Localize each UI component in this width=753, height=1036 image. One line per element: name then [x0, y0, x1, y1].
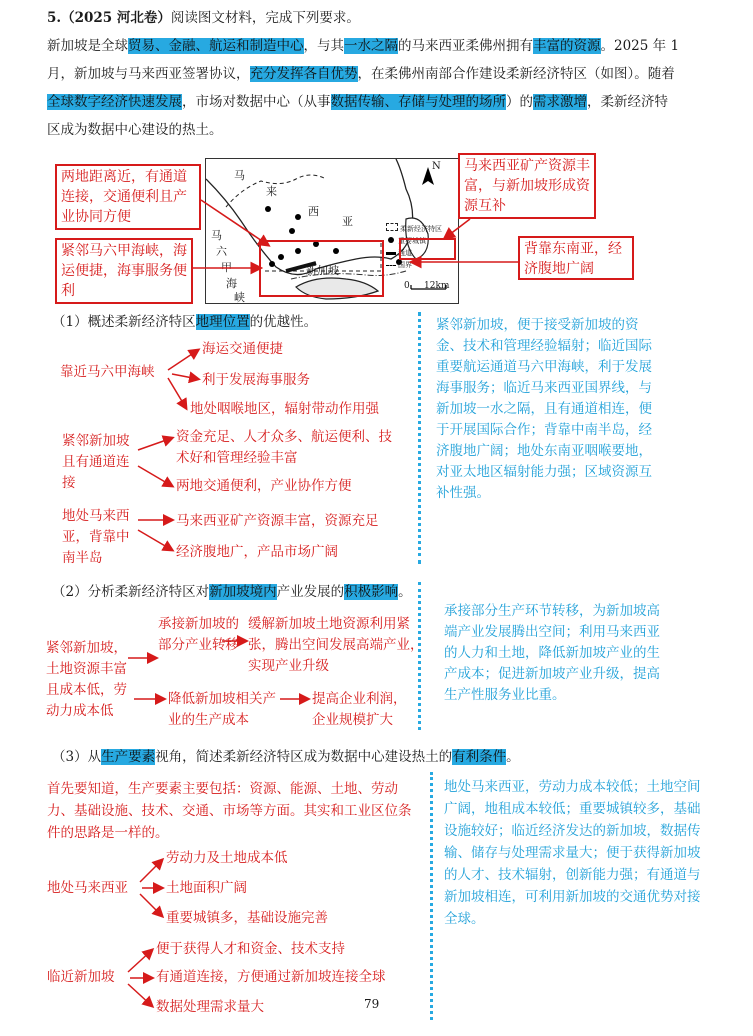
- scale-zero: 0: [404, 281, 410, 291]
- q1-root-malaysia: 地处马来西亚，背靠中南半岛: [62, 508, 130, 566]
- passage-text: 新加坡是全球: [47, 38, 128, 54]
- question-number: 5.: [47, 10, 62, 26]
- highlight: 丰富的资源: [533, 38, 601, 54]
- legend-zone: 柔新经济特区: [386, 223, 458, 235]
- scale-length: 12km: [424, 281, 450, 291]
- passage-line-4: 区成为数据中心建设的热土。: [47, 122, 223, 138]
- q1-item: 经济腹地广，产品市场广阔: [176, 544, 338, 560]
- q1-root-singapore: 紧邻新加坡且有通道连接: [62, 433, 130, 491]
- q3-stem: （3）从生产要素视角，简述柔新经济特区成为数据中心建设热土的有利条件。: [52, 749, 520, 765]
- callout-distance: 两地距离近，有通道连接，交通便利且产业协同方便: [55, 164, 201, 230]
- q1-item: 马来西亚矿产资源丰富，资源充足: [176, 513, 379, 529]
- map-label: 来: [266, 185, 277, 198]
- q1-stem: （1）概述柔新经济特区地理位置的优越性。: [52, 314, 318, 330]
- q3-item: 劳动力及土地成本低: [166, 850, 288, 866]
- q3-root-malaysia: 地处马来西亚: [47, 880, 128, 896]
- page-number: 79: [364, 997, 380, 1011]
- q2-branch-cost: 降低新加坡相关产业的生产成本: [168, 691, 276, 728]
- highlight: 全球数字经济快速发展: [47, 94, 182, 110]
- q2-branch-cost-outcome: 提高企业利润，企业规模扩大: [312, 691, 407, 728]
- q1-item: 两地交通便利，产业协作方便: [176, 478, 352, 494]
- callout-arrows: [0, 0, 753, 330]
- callout-strait: 紧邻马六甲海峡，海运便捷，海事服务便利: [55, 238, 193, 304]
- q3-arrows: [0, 840, 420, 1030]
- passage-text: 的马来西亚柔佛州拥有: [398, 38, 533, 54]
- question-source: （2025 河北卷）: [61, 10, 171, 26]
- q3-item: 有通道连接，方便通过新加坡连接全球: [156, 969, 386, 985]
- map-label: 峡: [234, 291, 245, 304]
- map-label: 六: [216, 245, 227, 258]
- q3-item: 便于获得人才和资金、技术支持: [156, 941, 345, 957]
- q1-item: 海运交通便捷: [202, 341, 283, 357]
- passage-text: ，在柔佛州南部合作建设柔新经济特区（如图）。随着: [357, 66, 675, 82]
- q3-item: 土地面积广阔: [166, 880, 247, 896]
- q3-divider: [430, 772, 433, 1020]
- legend-channel: 通道: [386, 247, 458, 259]
- q1-answer: 紧邻新加坡，便于接受新加坡的资金、技术和管理经验辐射；临近国际重要航运通道马六甲海峡，利于发展海事服务；临近马来西亚国界线，与新加坡一水之隔，且有通道相连，便于开展国际合作；背靠中南半岛，经济腹地广阔；地处东南亚咽喉要地，对亚太地区辐射能力强；区域资源互补性强。: [436, 317, 652, 501]
- q3-answer: 地处马来西亚，劳动力成本较低；土地空间广阔，地租成本较低；重要城镇较多，基础设施较好；临近经济发达的新加坡，数据传输、储存与处理需求量大；便于获得新加坡的人才、技术辐射，创新能力强；有通道与新加坡相连，可利用新加坡的交通优势对接全球。: [444, 779, 701, 927]
- highlight: 充分发挥各自优势: [249, 66, 358, 82]
- legend-town: 重要城镇: [386, 235, 458, 247]
- q3-item: 数据处理需求量大: [156, 999, 264, 1015]
- passage-text: ，与其: [303, 38, 344, 54]
- callout-hinterland: 背靠东南亚，经济腹地广阔: [518, 236, 634, 280]
- q1-divider: [418, 312, 421, 564]
- passage-text: ，柔新经济特: [587, 94, 668, 110]
- q2-branch-transfer: 承接新加坡的部分产业转移: [158, 616, 239, 653]
- q1-item: 资金充足、人才众多、航运便利、技术好和管理经验丰富: [176, 429, 392, 466]
- q2-arrows: [0, 600, 420, 740]
- callout-resources: 马来西亚矿产资源丰富，与新加坡形成资源互补: [458, 153, 596, 219]
- map-label: 海: [226, 277, 237, 290]
- q1-item: 地处咽喉地区，辐射带动作用强: [190, 401, 379, 417]
- map-label: 马: [234, 169, 245, 182]
- question-prompt: 阅读图文材料，完成下列要求。: [170, 10, 360, 26]
- q2-root: 紧邻新加坡，土地资源丰富且成本低，劳动力成本低: [46, 640, 127, 719]
- passage-text: ）的: [506, 94, 533, 110]
- passage-text: 月，新加坡与马来西亚签署协议，: [47, 66, 250, 82]
- q2-stem: （2）分析柔新经济特区对新加坡境内产业发展的积极影响。: [52, 584, 412, 600]
- passage-text: 。2025 年 1: [600, 38, 680, 54]
- map-label: 马: [211, 229, 222, 242]
- highlight: 需求激增: [533, 94, 587, 110]
- legend-border: 国界: [386, 259, 458, 271]
- map-label: 甲: [221, 261, 232, 274]
- q2-divider: [418, 582, 421, 730]
- q3-root-singapore: 临近新加坡: [47, 969, 115, 985]
- north-label: N: [432, 161, 441, 172]
- highlight: 一水之隔: [344, 38, 398, 54]
- q1-root-strait: 靠近马六甲海峡: [60, 364, 155, 380]
- map-label-singapore: 新加坡: [306, 264, 339, 277]
- highlight: 数据传输、存储与处理的场所: [330, 94, 506, 110]
- highlight: 贸易、金融、航运和制造中心: [128, 38, 304, 54]
- q1-arrows: [0, 330, 420, 570]
- q3-intro: 首先要知道，生产要素主要包括：资源、能源、土地、劳动力、基础设施、技术、交通、市场等方面。其实和工业区位条件的思路是一样的。: [47, 781, 412, 841]
- q2-answer: 承接部分生产环节转移，为新加坡高端产业发展腾出空间；利用马来西亚的人力和土地，降低新加坡产业的生产成本；促进新加坡产业升级，提高生产性服务业比重。: [444, 603, 660, 703]
- q1-item: 利于发展海事服务: [202, 372, 310, 388]
- q2-branch-transfer-outcome: 缓解新加坡土地资源利用紧张，腾出空间发展高端产业，实现产业升级: [248, 616, 424, 674]
- map-label: 西: [308, 205, 319, 218]
- map-label: 亚: [342, 215, 353, 228]
- passage-text: ，市场对数据中心（从事: [182, 94, 331, 110]
- q3-item: 重要城镇多，基础设施完善: [166, 910, 328, 926]
